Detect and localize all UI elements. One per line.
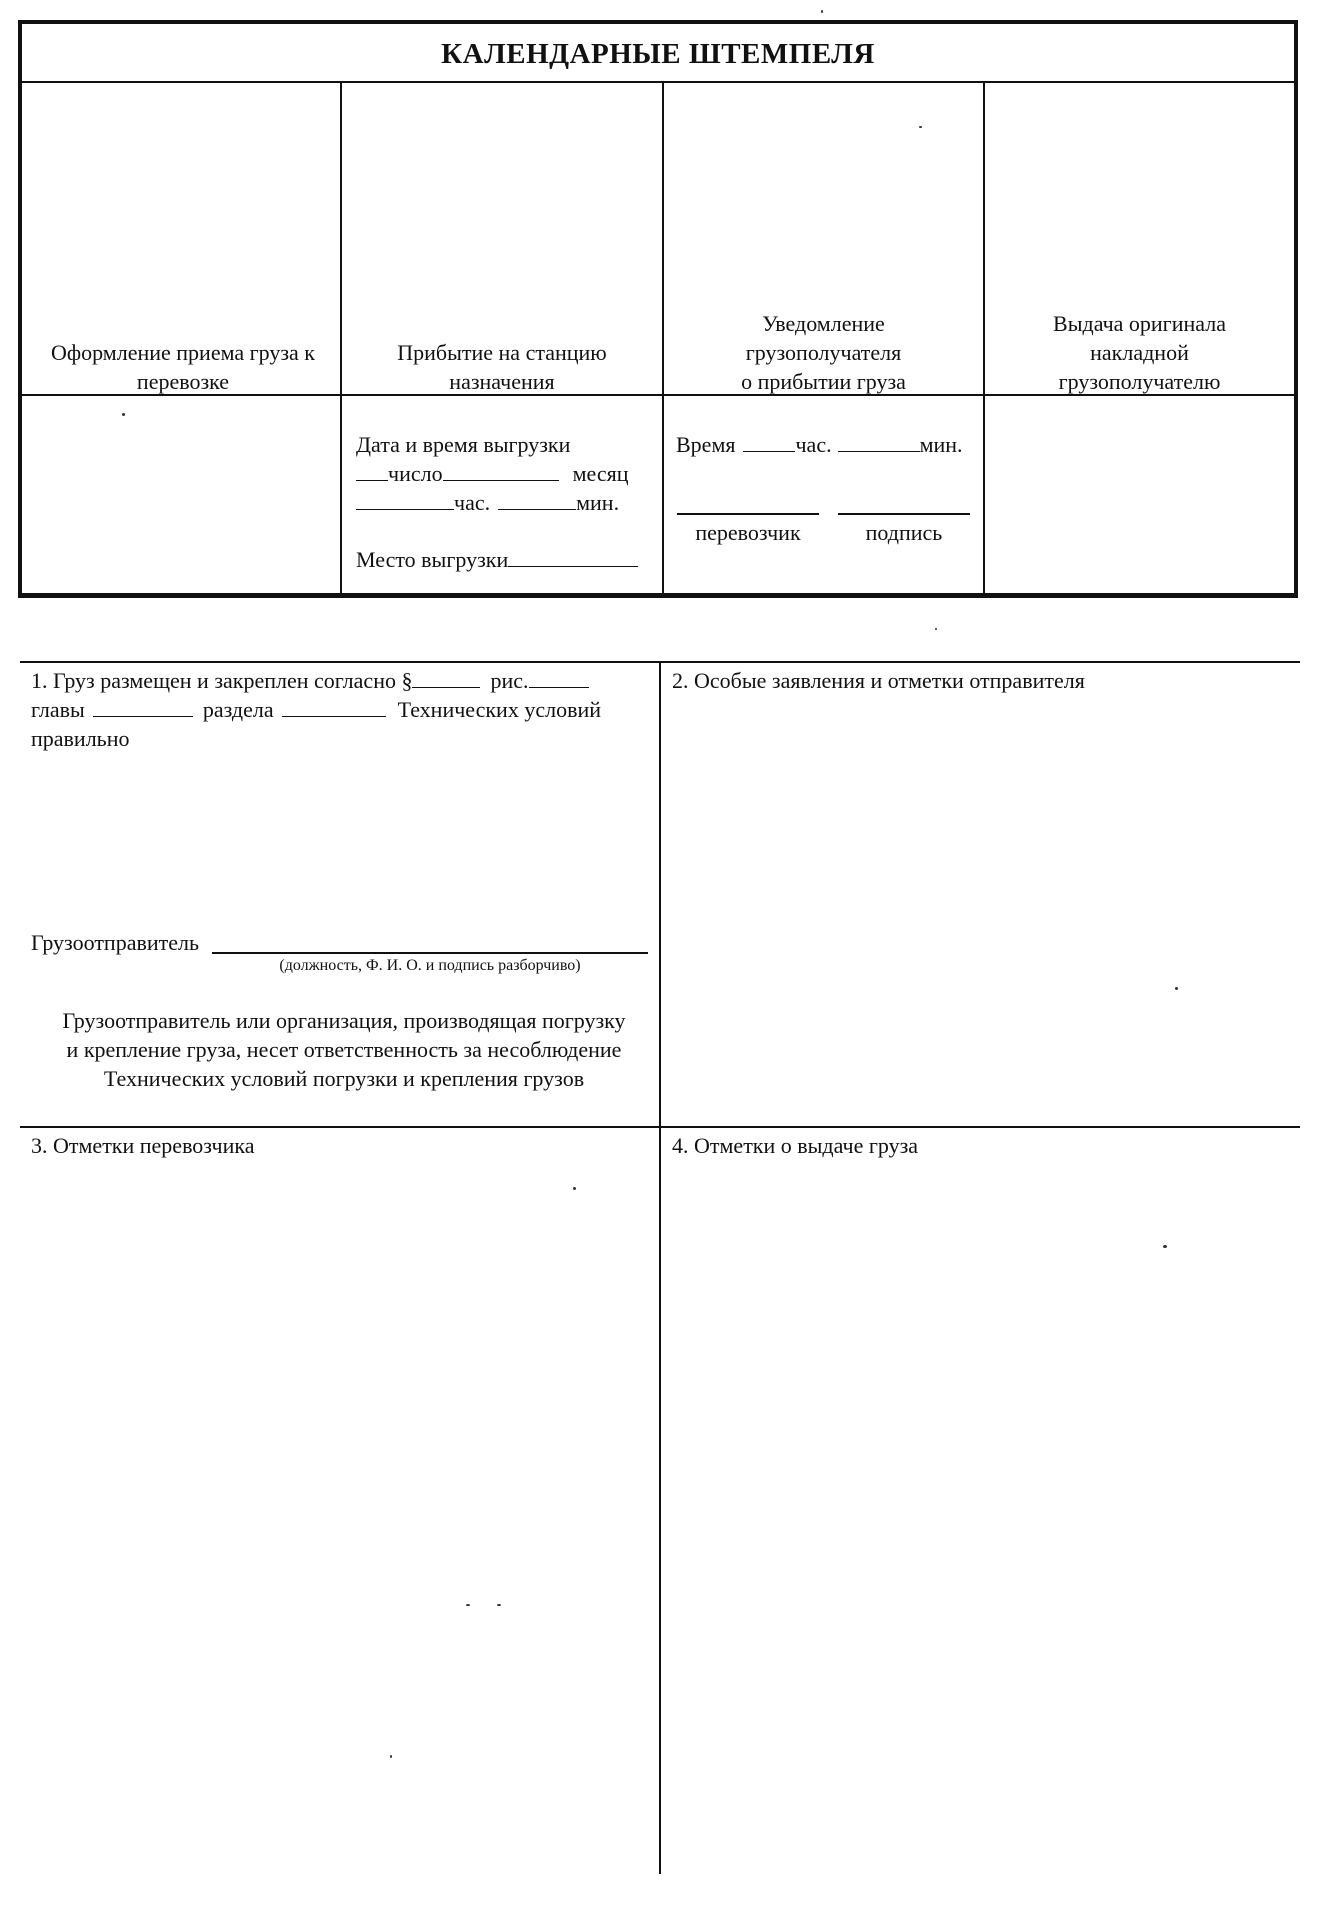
col-label-delivery-line: грузополучателю [1058, 369, 1221, 394]
scan-speck [821, 10, 823, 13]
lower-vertical-rule [659, 662, 661, 1874]
section1-line3: правильно [31, 726, 130, 751]
figure-label: рис. [490, 668, 529, 693]
col-label-delivery-line: накладной [1090, 340, 1189, 365]
notification-time [676, 430, 963, 459]
col-label-notification-line: грузополучателя [745, 340, 902, 365]
place-label: Место выгрузки [356, 547, 509, 572]
scan-speck [573, 1187, 576, 1190]
shipper-signature-hint: (должность, Ф. И. О. и подпись разборчиво) [279, 957, 581, 974]
col-label-delivery-line: Выдача оригинала [1053, 311, 1226, 336]
hour-blank[interactable] [356, 489, 454, 510]
stamps-title: КАЛЕНДАРНЫЕ ШТЕМПЕЛЯ [441, 38, 875, 70]
section-label: раздела [202, 697, 274, 722]
place-blank[interactable] [508, 546, 638, 567]
col-label-notification [664, 309, 983, 396]
section2-title: 2. Особые заявления и отметки отправителя [672, 668, 1085, 693]
note-line: Технических условий погрузки и крепления грузов [103, 1066, 585, 1091]
month-blank[interactable] [443, 460, 559, 481]
calendar-stamps-table [18, 20, 1298, 598]
day-blank[interactable] [356, 460, 388, 481]
scan-speck [122, 413, 125, 416]
unloading-hour-minute [356, 488, 619, 517]
notify-time-label: Время [676, 432, 736, 457]
section4-title: 4. Отметки о выдаче груза [672, 1133, 919, 1158]
col-label-notification-line: Уведомление [762, 311, 885, 336]
section1-line1 [31, 666, 589, 695]
col-label-delivery [985, 309, 1294, 396]
shipper-signature-label: Грузоотправитель [31, 930, 200, 955]
shipper-responsibility-note [30, 1006, 658, 1093]
carrier-sign-line [677, 513, 819, 515]
tech-conditions-label: Технических условий [397, 697, 601, 722]
title-divider [22, 81, 1294, 83]
scan-speck [935, 628, 937, 630]
unloading-day-month [356, 459, 656, 488]
carrier-caption: перевозчик [695, 520, 801, 545]
figure-blank[interactable] [529, 667, 589, 688]
col-label-acceptance: Оформление приема груза к перевозке [50, 340, 315, 394]
section-blank[interactable] [282, 696, 386, 717]
notify-minute-blank[interactable] [838, 431, 920, 452]
scan-speck [1163, 1245, 1167, 1248]
scan-speck [919, 126, 922, 128]
section1-line2 [31, 695, 601, 724]
scan-speck [466, 1604, 470, 1606]
col-label-arrival: Прибытие на станцию назначения [397, 340, 607, 394]
notify-hour-label: час. [795, 432, 832, 457]
signature-caption: подпись [865, 520, 943, 545]
minute-label: мин. [576, 490, 620, 515]
notify-hour-blank[interactable] [743, 431, 795, 452]
unloading-place [356, 545, 638, 574]
chapter-blank[interactable] [93, 696, 193, 717]
paragraph-blank[interactable] [412, 667, 480, 688]
scan-speck [390, 1755, 392, 1758]
signature-line [838, 513, 970, 515]
note-line: и крепление груза, несет ответственность за несоблюдение [66, 1037, 622, 1062]
month-label: месяц [572, 461, 629, 486]
place-second-line [356, 596, 652, 598]
section3-title: 3. Отметки перевозчика [31, 1133, 255, 1158]
scan-speck [1175, 987, 1178, 990]
day-label: число [388, 461, 443, 486]
chapter-label: главы [31, 697, 85, 722]
scan-speck [497, 1604, 501, 1606]
notify-minute-label: мин. [919, 432, 963, 457]
note-line: Грузоотправитель или организация, производящая погрузку [62, 1008, 626, 1033]
shipper-signature-line[interactable] [212, 952, 648, 954]
minute-blank[interactable] [498, 489, 576, 510]
col-label-notification-line: о прибытии груза [741, 369, 906, 394]
section1-title: 1. Груз размещен и закреплен согласно § [31, 668, 413, 693]
unloading-datetime-label: Дата и время выгрузки [356, 432, 571, 457]
hour-label: час. [454, 490, 491, 515]
